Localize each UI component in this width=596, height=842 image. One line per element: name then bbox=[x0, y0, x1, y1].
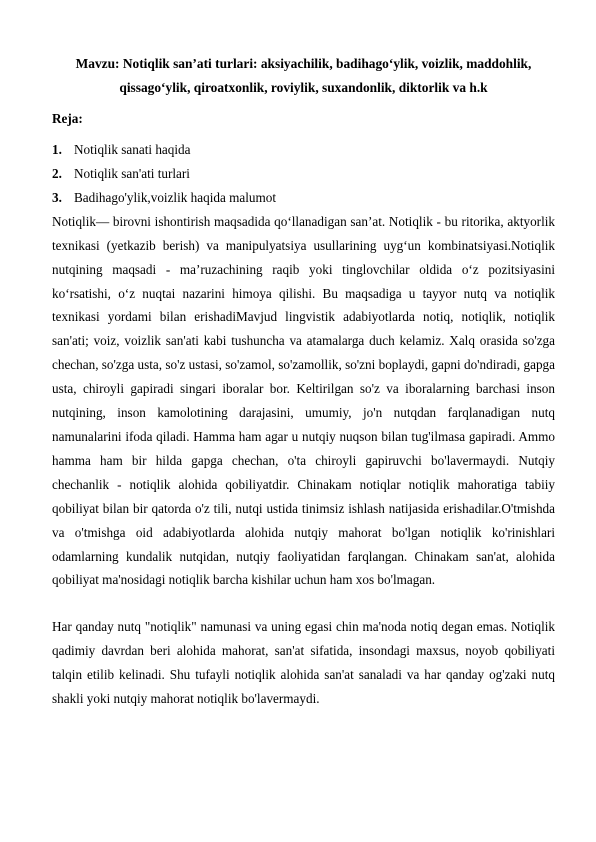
plan-item bbox=[52, 162, 555, 186]
plan-item-text: Notiqlik sanati haqida bbox=[74, 142, 191, 158]
plan-item bbox=[52, 186, 555, 210]
plan-item-number: 2. bbox=[52, 166, 62, 181]
plan-heading: Reja: bbox=[52, 111, 83, 127]
body-paragraph: Har qanday nutq "notiqlik" namunasi va uning egasi chin ma'noda notiq degan emas. Notiqlik qadimiy davrdan beri alohida mahorat, san'at sifatida, insondagi maxsus, noyob qobiliyati talqin etilib kelinadi. Shu tufayli notiqlik alohida san'at sanaladi va har qanday og'zaki nutq shakli yoki nutqiy mahorat notiqlik bo'lavermaydi. bbox=[52, 619, 555, 707]
body-paragraph: Notiqlik— birovni ishontirish maqsadida qo‘llanadigan san’at. Notiqlik - bu ritorika, aktyorlik texnikasi (yetkazib berish) va manipulyatsiya usullarining uyg‘un kombinatsiyasi.Notiqlik nutqining maqsadi - ma’ruzachining raqib yoki tinglovchilar oldida o‘z pozitsiyasini ko‘rsatishi, o‘z nuqtai nazarini himoya qilishi. Bu maqsadiga u tayyor nutq va notiqlik texnikasi yordami bilan erishadiMavjud lingvistik adabiyotlarda notiq, notiqlik, notiqlik san'ati; voiz, voizlik san'ati kabi tushuncha va atamalarga duch kelamiz. Xalq orasida so'zga chechan, so'zga usta, so'z ustasi, so'zamol, so'zamollik, so'zni boplaydi, gapni do'ndiradi, gapga usta, chiroyli gapiradi singari iboralar bor. Keltirilgan so'z va iboralarning barchasi inson nutqining, inson kamolotining darajasini, umumiy, jo'n nutqdan farqlanadigan nutq namunalarini ifoda qiladi. Hamma ham agar u nutqiy nuqson bilan tug'ilmasa gapiradi. Ammo hamma ham bir hilda gapga chechan, o'ta chiroyli gapiruvchi bo'lavermaydi. Nutqiy chechanlik - notiqlik alohida qobiliyatdir. Chinakam notiqlar notiqlik mahoratiga tabiiy qobiliyat bilan bir qatorda o'z tili, nutqi ustida tinimsiz ishlash natijasida erishadilar.O'tmishda va o'tmishga oid adabiyotlarda alohida nutqiy mahorat bo'lgan notiqlik ko'rinishlari odamlarning kundalik nutqidan, nutqiy faoliyatidan farqlangan. Chinakam san'at, alohida qobiliyat ma'nosidagi notiqlik barcha kishilar uchun ham xos bo'lmagan. bbox=[52, 213, 555, 588]
document-title: Mavzu: Notiqlik san’ati turlari: aksiyachilik, badihago‘ylik, voizlik, maddohlik, qissago‘ylik, qiroatxonlik, roviylik, suxandonlik, diktorlik va h.k bbox=[75, 56, 532, 95]
plan-list bbox=[52, 138, 555, 210]
plan-item-number: 3. bbox=[52, 189, 62, 205]
plan-item-text: Notiqlik san'ati turlari bbox=[74, 166, 190, 181]
plan-item-text: Badihago'ylik,voizlik haqida malumot bbox=[74, 189, 276, 205]
plan-item-number: 1. bbox=[52, 142, 62, 158]
plan-item bbox=[52, 138, 555, 162]
document-page bbox=[52, 52, 555, 711]
